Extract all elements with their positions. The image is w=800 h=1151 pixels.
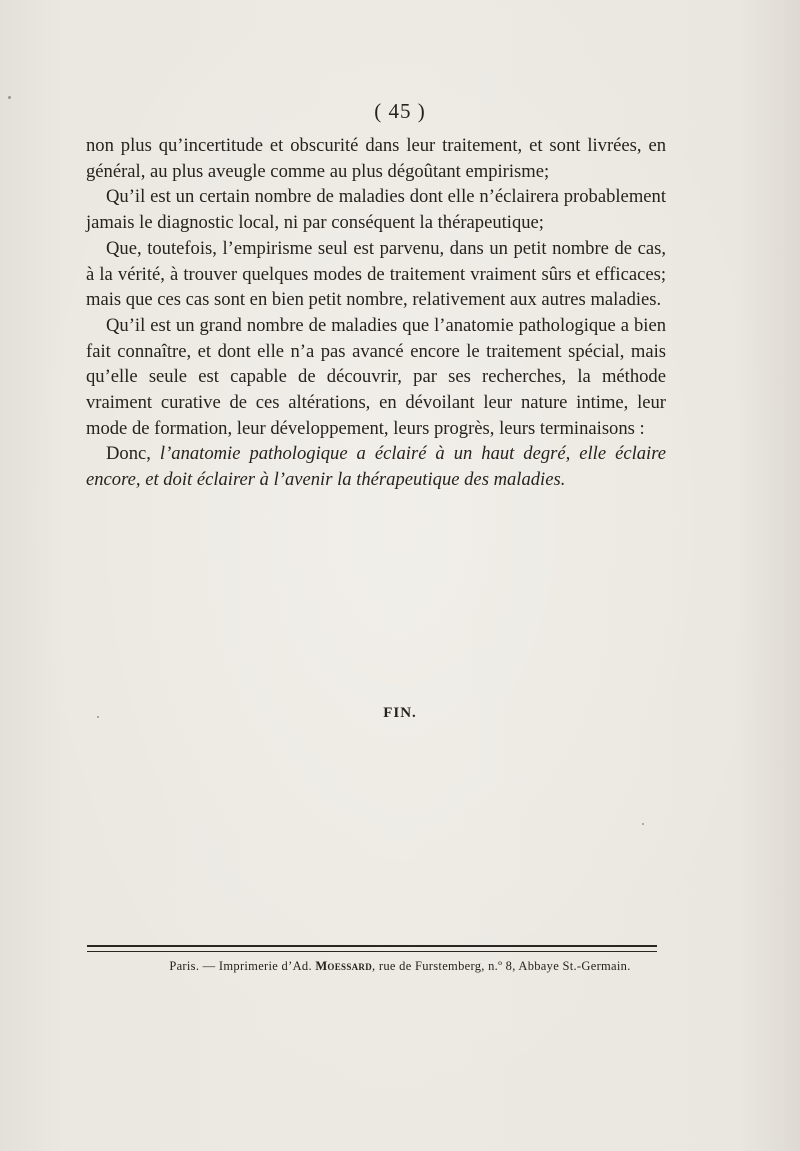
footer-rule-thin bbox=[87, 951, 657, 952]
fin-mark: FIN. bbox=[383, 705, 417, 721]
imprint-prefix: Paris. — Imprimerie d’Ad. bbox=[169, 959, 312, 973]
conclusion-paragraph bbox=[86, 441, 666, 492]
imprint-printer-name: Moessard bbox=[315, 959, 373, 973]
conclusion-italic-text: l’anatomie pathologique a éclairé à un haut degré, elle éclaire encore, et doit éclairer à l’avenir la thérapeutique des maladies. bbox=[86, 443, 667, 491]
paragraph-3: Que, toutefois, l’empirisme seul est parvenu, dans un petit nombre de cas, à la vérité, à trouver quelques modes de traitement vraiment sûrs et efficaces; mais que ces cas sont en bien petit nombre, relativement aux autres maladies. bbox=[86, 237, 666, 311]
page-number: ( 45 ) bbox=[374, 99, 426, 123]
conclusion-lead: Donc, bbox=[106, 443, 151, 465]
footer-rule-thick bbox=[87, 945, 657, 947]
paper-speck bbox=[97, 716, 99, 718]
printer-imprint bbox=[0, 959, 800, 974]
imprint-suffix: , rue de Furstemberg, n.º 8, Abbaye St.-Germain. bbox=[372, 959, 631, 973]
body-text bbox=[86, 133, 666, 493]
paragraph-2: Qu’il est un certain nombre de maladies dont elle n’éclairera probablement jamais le diagnostic local, ni par conséquent la thérapeutique; bbox=[86, 186, 666, 234]
paper-speck bbox=[8, 96, 11, 99]
paragraph-1: non plus qu’incertitude et obscurité dans leur traitement, et sont livrées, en général, au plus aveugle comme au plus dégoûtant empirisme; bbox=[86, 135, 666, 182]
paper-speck bbox=[642, 823, 644, 825]
paragraph-4: Qu’il est un grand nombre de maladies que l’anatomie pathologique a bien fait connaître, et dont elle n’a pas avancé encore le traitement spécial, mais qu’elle seule est capable de découvrir, par ses recherches, la méthode vraiment curative de ces altérations, en dévoilant leur nature intime, leur mode de formation, leur développement, leurs progrès, leurs terminaisons : bbox=[86, 314, 666, 439]
